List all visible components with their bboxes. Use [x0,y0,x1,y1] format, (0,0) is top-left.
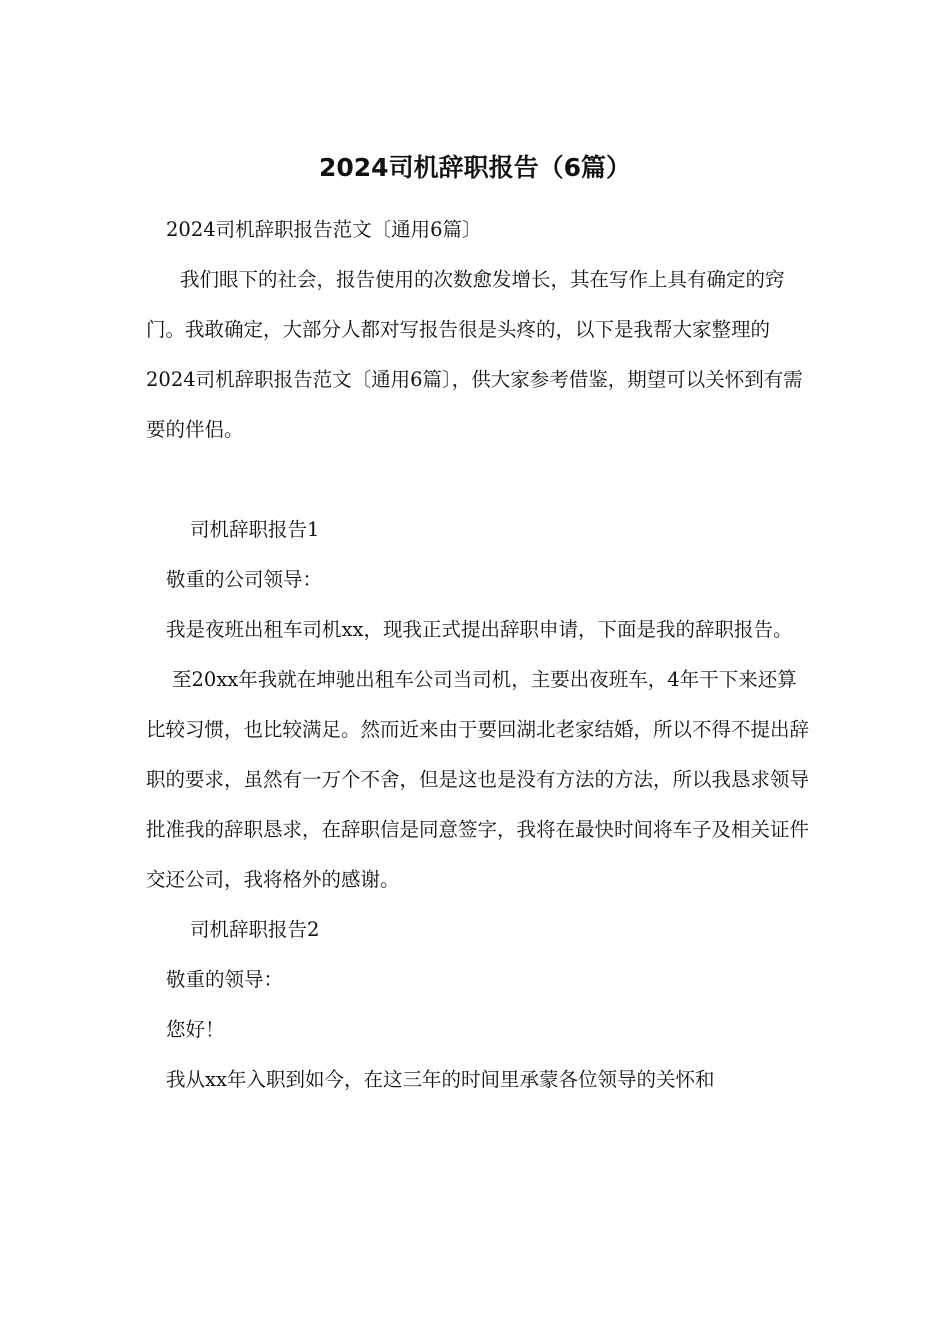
intro-paragraph: 我们眼下的社会，报告使用的次数愈发增长，其在写作上具有确定的窍门。我敢确定，大部分人都对写报告很是头疼的，以下是我帮大家整理的2024司机辞职报告范文〔通用6篇〕，供大家参考借鉴，期望可以关怀到有需要的伴侣。 [146,268,803,441]
body-paragraph: 我是夜班出租车司机xx，现我正式提出辞职申请，下面是我的辞职报告。 [166,618,793,641]
document-subtitle: 2024司机辞职报告范文〔通用6篇〕 [166,218,482,241]
section-salutation: 您好！ [166,1018,225,1041]
document-body [146,205,810,1105]
section-greeting: 敬重的公司领导： [166,568,323,591]
document-title: 2024司机辞职报告（6篇） [319,153,631,182]
section-heading: 司机辞职报告1 [190,518,320,541]
body-paragraph: 至20xx年我就在坤驰出租车公司当司机，主要出夜班车，4年干下来还算比较习惯，也比较满足。然而近来由于要回湖北老家结婚，所以不得不提出辞职的要求，虽然有一万个不舍，但是这也是没有方法的方法，所以我恳求领导批准我的辞职恳求，在辞职信是同意签字，我将在最快时间将车子及相关证件交还公司，我将格外的感谢。 [146,668,810,891]
section-greeting: 敬重的领导： [166,968,284,991]
body-paragraph: 我从xx年入职到如今，在这三年的时间里承蒙各位领导的关怀和 [166,1068,715,1091]
section-spacer [146,455,810,505]
section-heading: 司机辞职报告2 [190,918,320,941]
